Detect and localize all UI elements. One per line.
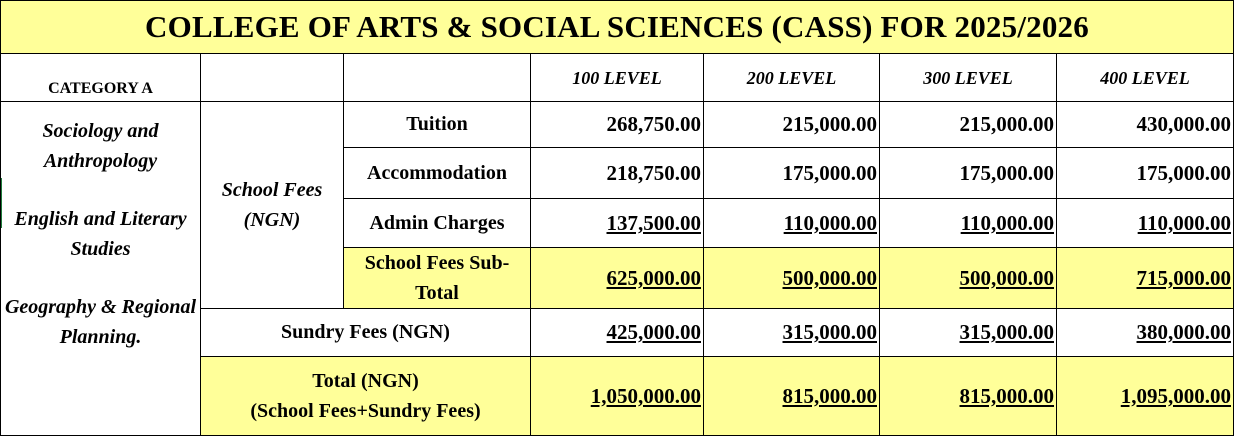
category-label: CATEGORY A: [1, 54, 201, 102]
total-label-line1: Total (NGN): [312, 370, 419, 392]
level-header-400: 400 LEVEL: [1057, 54, 1234, 102]
subtotal-200: 500,000.00: [704, 248, 880, 309]
row-label-accommodation: Accommodation: [344, 148, 531, 199]
admin-300: 110,000.00: [880, 199, 1057, 248]
accommodation-400: 175,000.00: [1057, 148, 1234, 199]
admin-100: 137,500.00: [531, 199, 704, 248]
subtotal-300: 500,000.00: [880, 248, 1057, 309]
row-label-subtotal: School Fees Sub-Total: [344, 248, 531, 309]
level-header-200: 200 LEVEL: [704, 54, 880, 102]
tuition-300: 215,000.00: [880, 102, 1057, 148]
row-label-admin: Admin Charges: [344, 199, 531, 248]
row-label-total: [201, 357, 531, 436]
school-fees-group-label: School Fees (NGN): [201, 102, 344, 309]
tuition-200: 215,000.00: [704, 102, 880, 148]
accommodation-200: 175,000.00: [704, 148, 880, 199]
sundry-400: 380,000.00: [1057, 309, 1234, 357]
total-300: 815,000.00: [880, 357, 1057, 436]
total-200: 815,000.00: [704, 357, 880, 436]
department-sociology: Sociology and Anthropology: [42, 120, 159, 172]
total-400: 1,095,000.00: [1057, 357, 1234, 436]
accommodation-100: 218,750.00: [531, 148, 704, 199]
admin-400: 110,000.00: [1057, 199, 1234, 248]
row-label-tuition: Tuition: [344, 102, 531, 148]
sundry-100: 425,000.00: [531, 309, 704, 357]
subtotal-400: 715,000.00: [1057, 248, 1234, 309]
subtotal-100: 625,000.00: [531, 248, 704, 309]
level-header-100: 100 LEVEL: [531, 54, 704, 102]
level-header-300: 300 LEVEL: [880, 54, 1057, 102]
row-label-sundry: Sundry Fees (NGN): [201, 309, 531, 357]
header-blank-cell: [201, 54, 344, 102]
departments-cell: [1, 102, 201, 436]
table-title: COLLEGE OF ARTS & SOCIAL SCIENCES (CASS) FOR 2025/2026: [1, 1, 1234, 54]
total-label-line2: (School Fees+Sundry Fees): [250, 400, 481, 422]
header-blank-cell: [344, 54, 531, 102]
accommodation-300: 175,000.00: [880, 148, 1057, 199]
sundry-300: 315,000.00: [880, 309, 1057, 357]
department-geography: Geography & Regional Planning.: [4, 296, 197, 348]
admin-200: 110,000.00: [704, 199, 880, 248]
total-100: 1,050,000.00: [531, 357, 704, 436]
sundry-200: 315,000.00: [704, 309, 880, 357]
department-english: English and Literary Studies: [14, 208, 187, 260]
tuition-100: 268,750.00: [531, 102, 704, 148]
tuition-400: 430,000.00: [1057, 102, 1234, 148]
